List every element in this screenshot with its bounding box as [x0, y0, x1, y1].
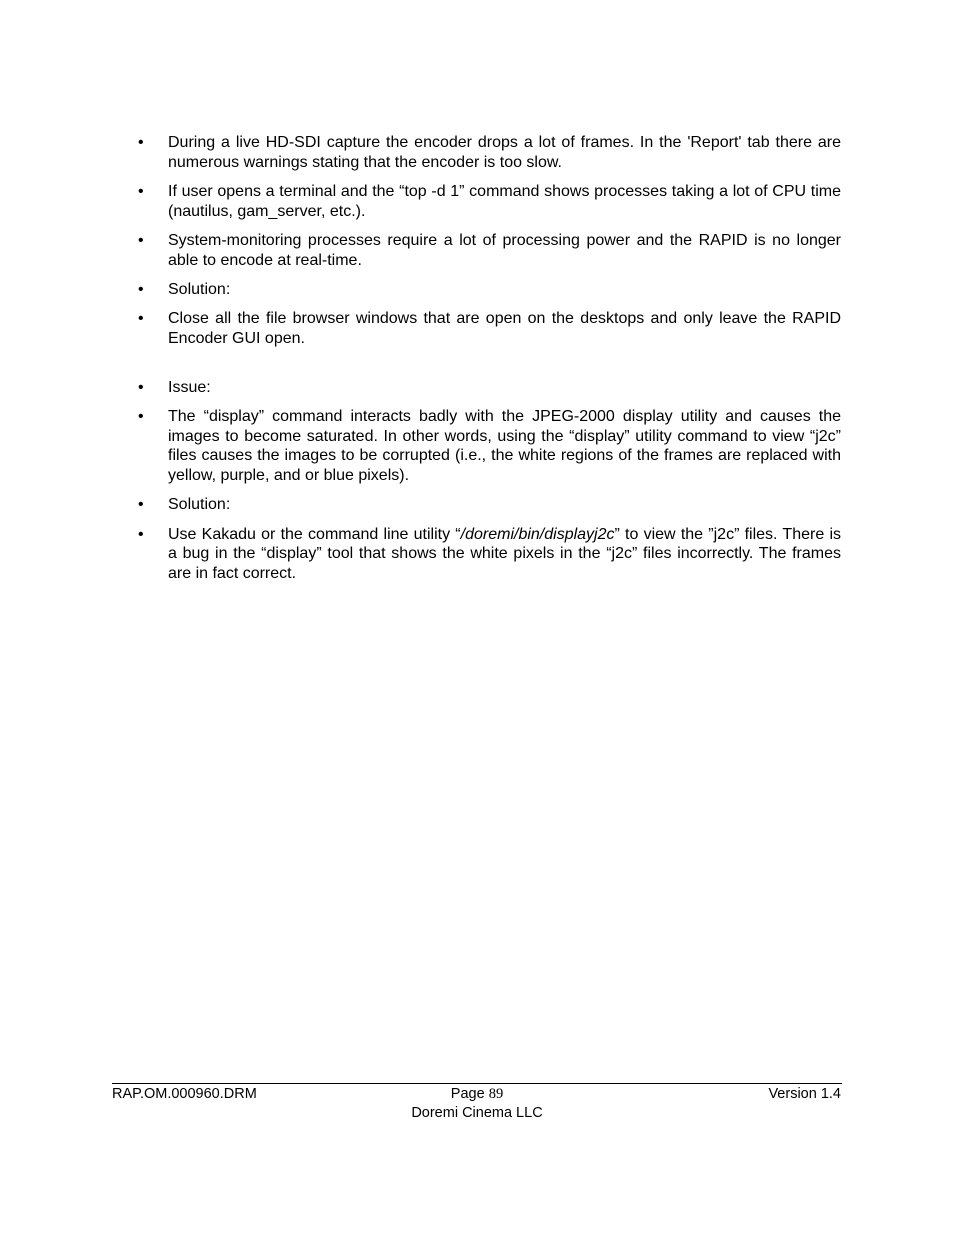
list-item: [138, 231, 841, 270]
footer-page-number: 89: [488, 1086, 504, 1102]
bullet-icon: •: [138, 232, 144, 249]
bullet-icon: •: [138, 496, 144, 514]
list-item-text: Solution:: [168, 496, 231, 514]
list-item-text: The “display” command interacts badly with the JPEG-2000 display utility and causes the images to become saturated. In other words, using the “display” utility command to view “j2c” files causes the images to be corrupted (i.e., the white regions of the frames are replaced with yellow, purple, and or blue pixels).: [168, 408, 841, 485]
footer-doc-id: RAP.OM.000960.DRM: [112, 1086, 257, 1102]
command-path: /doremi/bin/displayj2c: [460, 525, 615, 543]
list-item: [138, 495, 841, 515]
list-item-text: Close all the file browser windows that are open on the desktops and only leave the RAPID Encoder GUI open.: [168, 310, 841, 347]
list-item-text: During a live HD-SDI capture the encoder drops a lot of frames. In the 'Report' tab there are numerous warnings stating that the encoder is too slow.: [168, 134, 841, 171]
bullet-list: [138, 133, 841, 593]
list-item: [138, 525, 841, 584]
list-item-text: If user opens a terminal and the “top -d 1” command shows processes taking a lot of CPU time (nautilus, gam_server, etc.).: [168, 183, 841, 220]
list-item: [138, 309, 841, 348]
list-item-text: System-monitoring processes require a lot of processing power and the RAPID is no longer able to encode at real-time.: [168, 232, 841, 269]
list-item: [138, 407, 841, 486]
list-item-text-before: Use Kakadu or the command line utility “: [168, 525, 461, 543]
bullet-icon: •: [138, 183, 144, 200]
bullet-icon: •: [138, 134, 144, 151]
list-item-text-after: ” to view the ”j2c” files. There is a bug in the “display” tool that shows the white pixels in the “j2c” files incorrectly. The frames are in fact correct.: [168, 525, 842, 583]
list-item: [138, 182, 841, 221]
list-item-text: Issue:: [168, 378, 211, 396]
list-item: [138, 133, 841, 172]
footer-page-label: Page: [450, 1086, 485, 1102]
bullet-icon: •: [138, 525, 144, 543]
bullet-icon: •: [138, 378, 144, 396]
list-item-text: Solution:: [168, 281, 231, 298]
footer-version: Version 1.4: [768, 1086, 841, 1102]
footer-divider: [112, 1083, 842, 1084]
footer-page: [377, 1086, 577, 1103]
bullet-icon: •: [138, 281, 144, 298]
list-item-text: [168, 526, 841, 582]
bullet-icon: •: [138, 310, 144, 328]
list-item: [138, 280, 841, 300]
bullet-icon: •: [138, 408, 144, 425]
list-item: [138, 378, 841, 398]
footer-company: Doremi Cinema LLC: [411, 1105, 543, 1121]
